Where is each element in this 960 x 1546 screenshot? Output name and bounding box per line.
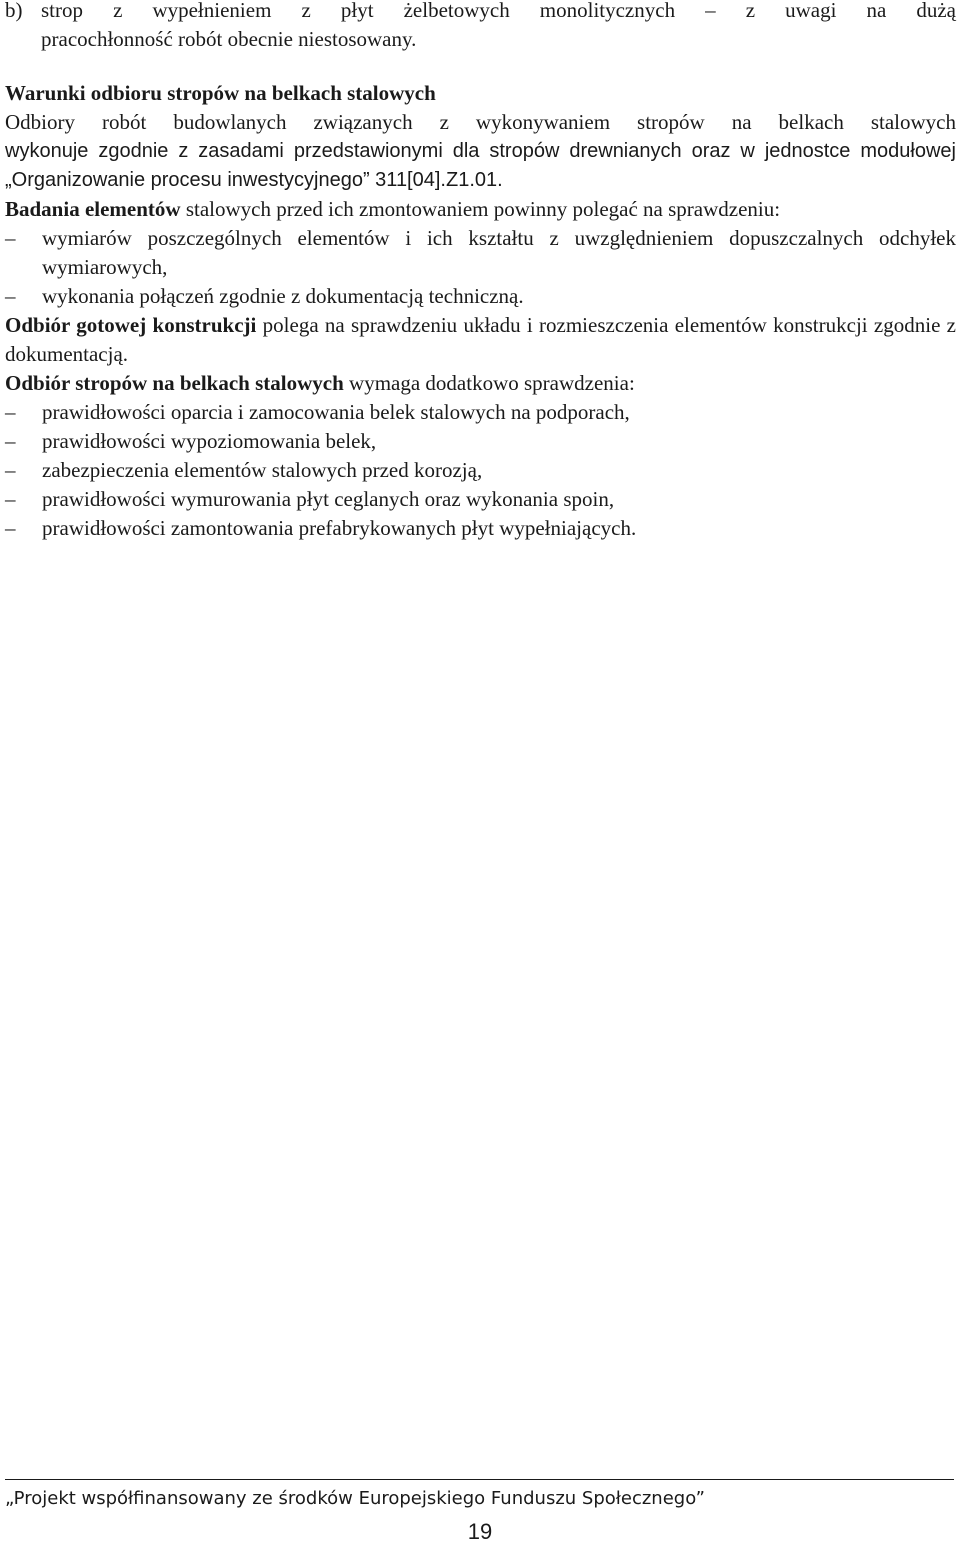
list-item <box>5 224 956 282</box>
odbior-konstrukcji-rest: polega na sprawdzeniu układu i rozmieszczenia elementów konstrukcji zgodnie z dokumentacją. <box>5 313 956 366</box>
list-item <box>5 485 956 514</box>
dash-marker: – <box>5 458 16 482</box>
odbior-stropow-bold: Odbiór stropów na belkach stalowych <box>5 371 344 395</box>
list-item <box>5 514 956 543</box>
list-item-text: prawidłowości zamontowania prefabrykowanych płyt wypełniających. <box>42 516 637 540</box>
list-marker: b) <box>5 0 23 22</box>
list-item <box>5 427 956 456</box>
page-number: 19 <box>467 1519 493 1544</box>
dash-marker: – <box>5 487 16 511</box>
badania-rest: stalowych przed ich zmontowaniem powinny polegać na sprawdzeniu: <box>180 197 781 221</box>
dash-marker: – <box>5 429 16 453</box>
list-item <box>5 398 956 427</box>
dash-marker: – <box>5 226 16 250</box>
list-item-text: wymiarów poszczególnych elementów i ich kształtu z uwzględnieniem dopuszczalnych odchyłek wymiarowych, <box>42 226 956 279</box>
badania-bold: Badania elementów <box>5 197 181 221</box>
list-item-b-line2: pracochłonność robót obecnie niestosowany. <box>41 27 417 51</box>
odbior-konstrukcji-bold: Odbiór gotowej konstrukcji <box>5 313 257 337</box>
page-content <box>5 0 956 543</box>
section-intro-rest: wykonuje zgodnie z zasadami przedstawionymi dla stropów drewnianych oraz w jednostce modułowej „Organizowanie procesu inwestycyjnego” 311[04].Z1.01. <box>5 140 956 191</box>
badania-paragraph <box>5 195 956 224</box>
odbior-stropow-rest: wymaga dodatkowo sprawdzenia: <box>343 371 635 395</box>
list-item-b <box>5 0 956 54</box>
list-item-text: prawidłowości oparcia i zamocowania belek stalowych na podporach, <box>42 400 630 424</box>
list-item <box>5 456 956 485</box>
list-item-text: wykonania połączeń zgodnie z dokumentacją techniczną. <box>42 284 524 308</box>
section-heading: Warunki odbioru stropów na belkach stalowych <box>5 81 436 105</box>
dash-marker: – <box>5 516 16 540</box>
dash-marker: – <box>5 284 16 308</box>
list-item-b-line1: strop z wypełnieniem z płyt żelbetowych monolitycznych – z uwagi na dużą <box>41 0 956 22</box>
list-item-text: zabezpieczenia elementów stalowych przed korozją, <box>42 458 483 482</box>
odbior-stropow-paragraph <box>5 369 956 398</box>
footer-text: „Projekt współfinansowany ze środków Europejskiego Funduszu Społecznego” <box>5 1488 705 1509</box>
list-item-text: prawidłowości wypoziomowania belek, <box>42 429 377 453</box>
dash-marker: – <box>5 400 16 424</box>
list-item <box>5 282 956 311</box>
footer-divider <box>5 1479 954 1480</box>
section-intro-line1: Odbiory robót budowlanych związanych z wykonywaniem stropów na belkach stalowych <box>5 110 956 134</box>
list-item-text: prawidłowości wymurowania płyt ceglanych oraz wykonania spoin, <box>42 487 615 511</box>
odbior-konstrukcji-paragraph <box>5 311 956 369</box>
